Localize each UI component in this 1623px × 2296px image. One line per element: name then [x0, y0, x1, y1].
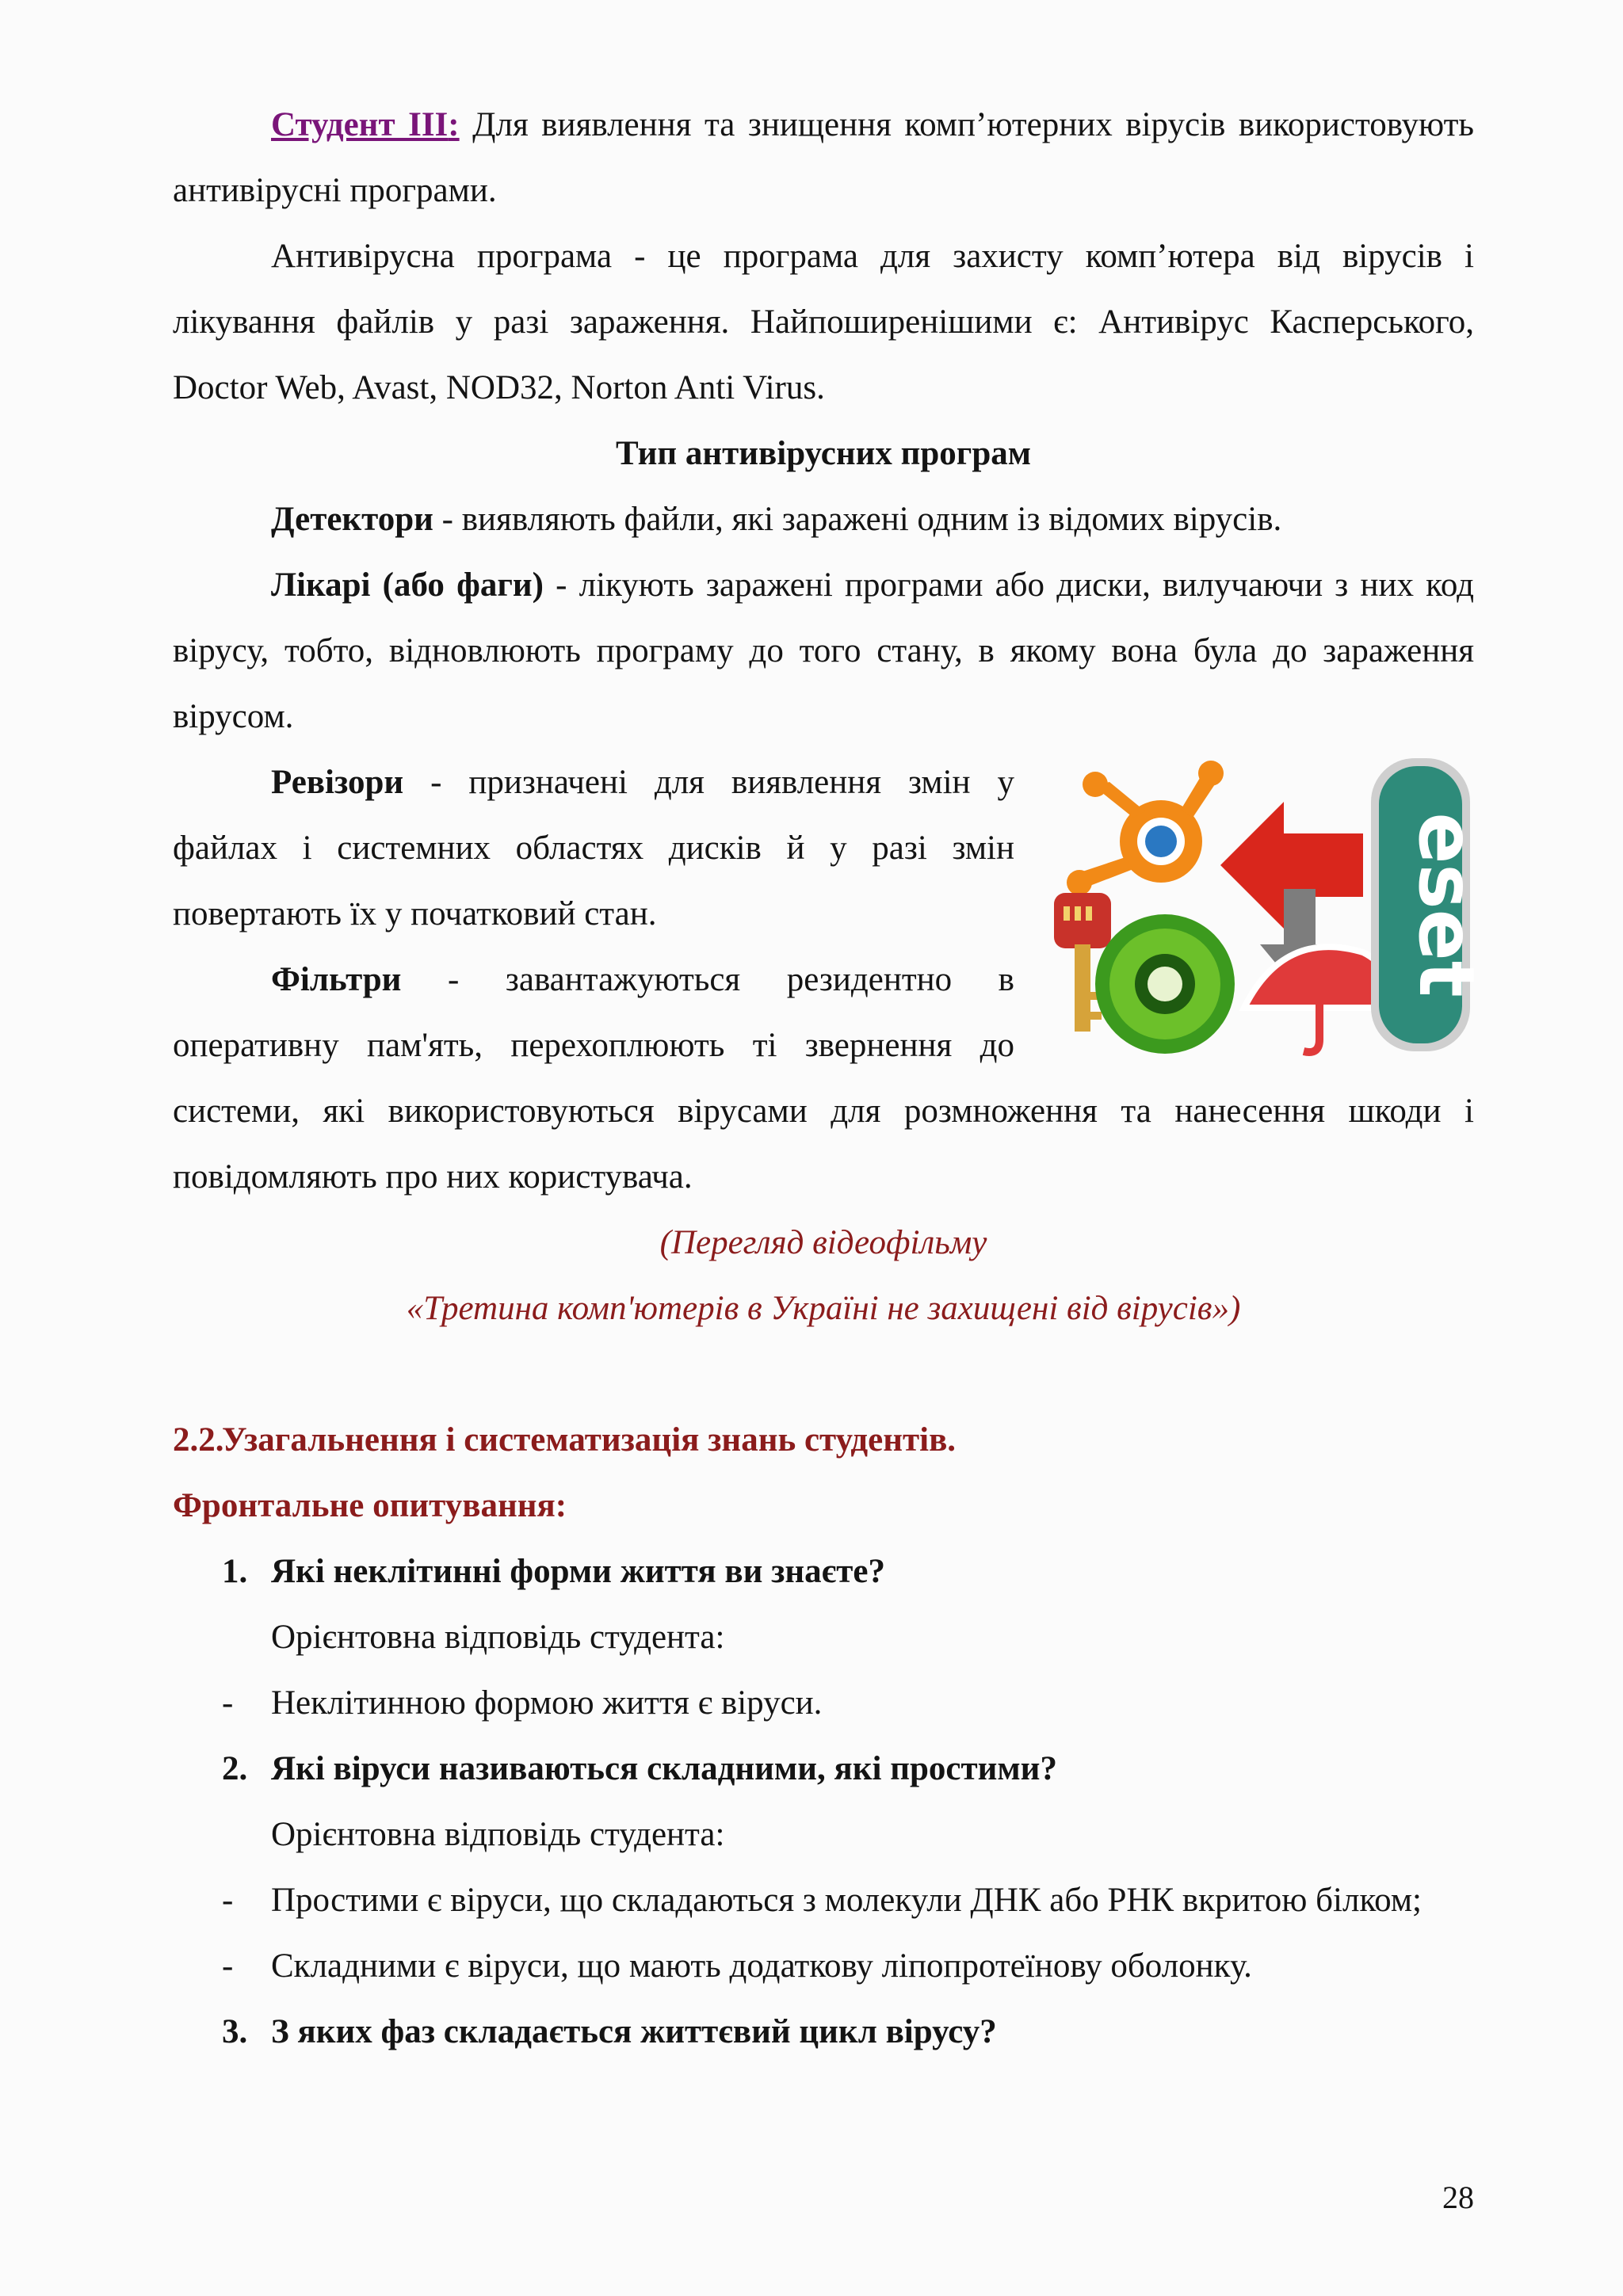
type-term: Детектори	[271, 501, 433, 538]
question-number: 1.	[222, 1553, 248, 1590]
question-text: З яких фаз складається життєвий цикл вірусу?	[271, 2013, 997, 2050]
video-note-line2: «Третина комп'ютерів в Україні не захищені від вірусів»)	[406, 1290, 1241, 1327]
student-colon: :	[448, 106, 460, 143]
type-term: Ревізори	[271, 764, 404, 801]
type-term: Лікарі (або фаги)	[271, 566, 544, 604]
avast-logo	[1067, 761, 1224, 895]
section-heading	[173, 1407, 1474, 1473]
drweb-logo	[1095, 914, 1235, 1054]
section-title: Узагальнення і систематизація знань студентів.	[222, 1421, 957, 1459]
student-label: Студент ІІІ	[271, 106, 449, 143]
answer-label: Орієнтовна відповідь студента:	[271, 1816, 725, 1853]
video-note-line1: (Перегляд відеофільму	[659, 1224, 987, 1261]
dash-marker: -	[222, 1882, 234, 1919]
type-text: - завантажуються резидентно в оперативну пам'ять, перехоплюють ті звернення до системи, які використовуються вірусами для розмноження та нанесення шкоди і повідомляють про них користувача.	[173, 961, 1474, 1196]
type-term: Фільтри	[271, 961, 402, 998]
question-1	[173, 1539, 1474, 1604]
antivirus-logos-image	[1046, 754, 1491, 1060]
antivirus-logos-icon	[1046, 754, 1491, 1060]
answer-item	[173, 1933, 1474, 1999]
eset-logo	[1371, 758, 1491, 1051]
survey-heading: Фронтальне опитування:	[173, 1487, 567, 1524]
question-2	[173, 1736, 1474, 1802]
answer-text: Неклітинною формою життя є віруси.	[271, 1684, 823, 1722]
types-heading: Тип антивірусних програм	[615, 435, 1032, 472]
type-text: - лікують заражені програми або диски, вилучаючи з них код вірусу, тобто, відновлюють програму до того стану, в якому вона була до зараження вірусом.	[173, 566, 1474, 735]
dash-marker: -	[222, 1684, 234, 1722]
answer-text: Простими є віруси, що складаються з молекули ДНК або РНК вкритою білком;	[271, 1882, 1422, 1919]
student-paragraph	[173, 92, 1474, 223]
answer-item	[173, 1867, 1474, 1933]
question-text: Які віруси називаються складними, які простими?	[271, 1750, 1057, 1787]
question-text: Які неклітинні форми життя ви знаєте?	[271, 1553, 885, 1590]
type-text: - призначені для виявлення змін у файлах і системних областях дисків й у разі змін повертають їх у початковий стан.	[173, 764, 1014, 933]
type-doctors	[173, 552, 1474, 749]
question-3	[173, 1999, 1474, 2065]
page-number: 28	[1442, 2180, 1474, 2215]
spacer	[173, 1341, 1474, 1407]
answer-label: Орієнтовна відповідь студента:	[271, 1619, 725, 1656]
answer-text: Складними є віруси, що мають додаткову ліпопротеїнову оболонку.	[271, 1947, 1252, 1985]
section-number: 2.2.	[173, 1421, 224, 1459]
dash-marker: -	[222, 1947, 234, 1985]
type-detectors	[173, 486, 1474, 552]
type-text: - виявляють файли, які заражені одним із відомих вірусів.	[433, 501, 1282, 538]
answer-item	[173, 1670, 1474, 1736]
question-number: 3.	[222, 2013, 248, 2050]
question-number: 2.	[222, 1750, 248, 1787]
definition-paragraph: Антивірусна програма - це програма для захисту комп’ютера від вірусів і лікування файлів у разі зараження. Найпоширенішими є: Антивірус Касперського, Doctor Web, Avast, NOD32, Norton Anti Virus.	[173, 238, 1474, 406]
student-text: Для виявлення та знищення комп’ютерних вірусів використовують антивірусні програми.	[173, 106, 1474, 209]
eset-text: eset	[1402, 812, 1491, 997]
page-body	[173, 92, 1491, 2065]
